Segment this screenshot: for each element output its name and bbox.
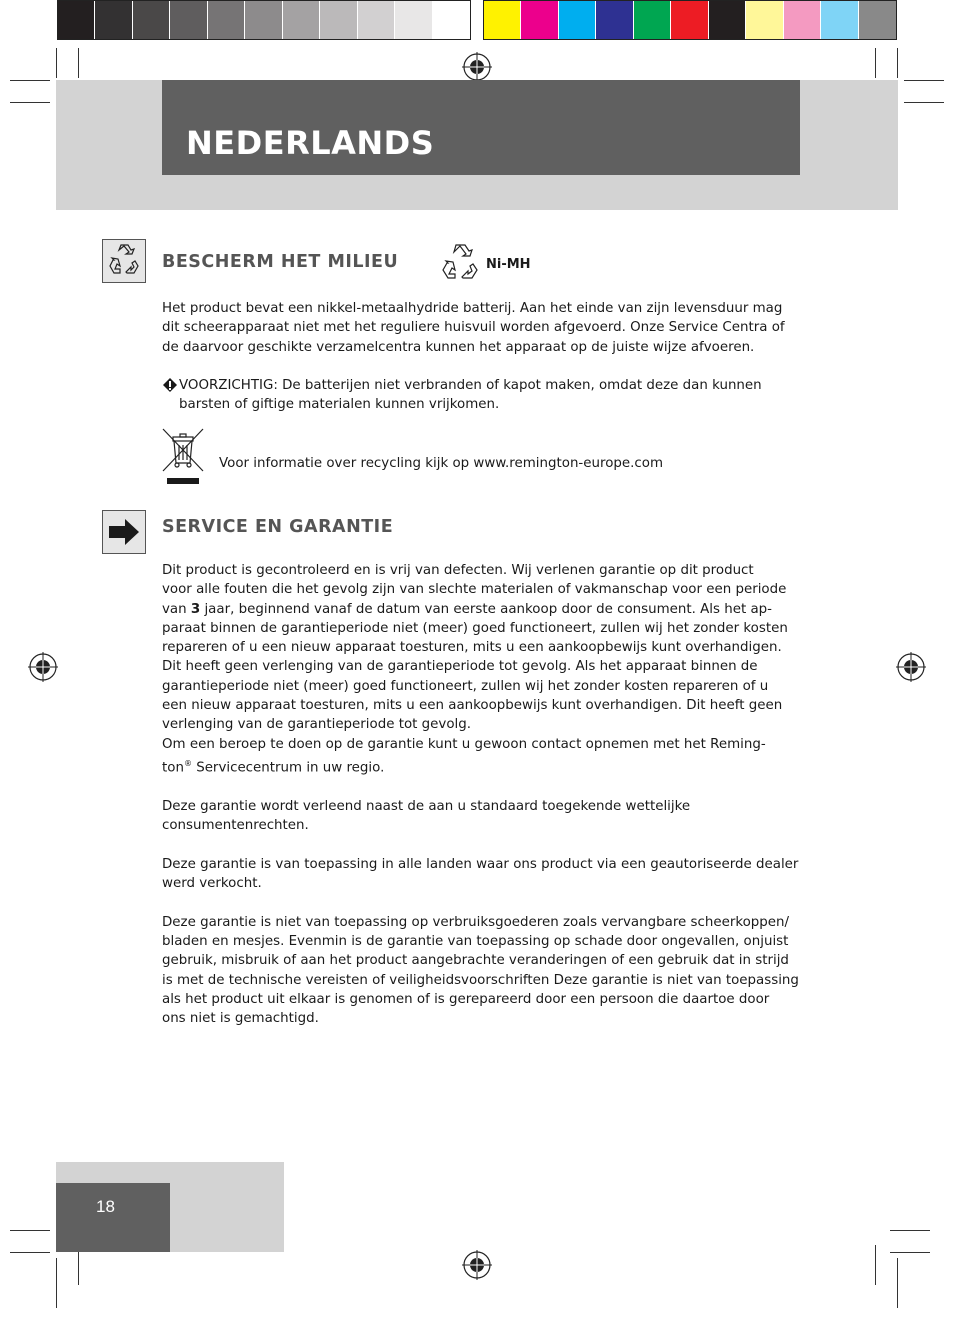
text-line <box>162 754 804 778</box>
text-line: verlenging van de garantieperiode tot gevolg. <box>162 717 471 733</box>
text-fragment: van <box>162 601 191 617</box>
color-swatch <box>746 1 783 39</box>
text-line: garantieperiode niet (meer) goed functioneert, zullen wij het zonder kosten repareren of u <box>162 678 769 694</box>
crop-mark <box>904 80 944 81</box>
color-swatch <box>484 1 521 39</box>
title-box <box>162 80 800 175</box>
color-swatch <box>859 1 896 39</box>
section-heading-environment: BESCHERM HET MILIEU <box>162 252 399 272</box>
text-line: VOORZICHTIG: De batterijen niet verbranden of kapot maken, omdat deze dan kunnen <box>179 378 762 393</box>
crop-mark <box>890 1252 930 1253</box>
crop-mark <box>904 102 944 103</box>
color-swatch <box>95 1 132 39</box>
text-line <box>162 600 804 619</box>
section-heading-warranty: SERVICE EN GARANTIE <box>162 517 394 537</box>
process-color-bar <box>483 0 897 40</box>
text-line: gebruik, misbruik of aan het product aangebrachte veranderingen of een gebruik dat in strijd <box>162 953 789 969</box>
crop-mark <box>56 48 57 78</box>
environment-paragraph <box>162 299 804 357</box>
color-swatch <box>358 1 395 39</box>
warning-icon <box>162 377 178 393</box>
crop-mark <box>10 102 50 103</box>
text-line: consumentenrechten. <box>162 818 309 834</box>
crop-mark <box>78 48 79 78</box>
warranty-years: 3 <box>190 601 201 617</box>
color-swatch <box>521 1 558 39</box>
color-swatch <box>283 1 320 39</box>
color-swatch <box>433 1 470 39</box>
crossed-bin-icon <box>161 427 205 487</box>
crop-mark <box>10 1230 50 1231</box>
warning-text <box>179 376 799 415</box>
section-icon-box <box>102 239 146 283</box>
text-line: Het product bevat een nikkel-metaalhydride batterij. Aan het einde van zijn levensduur mag <box>162 301 783 316</box>
text-line: bladen en mesjes. Evenmin is de garantie van toepassing op schade door ongevallen, onjuist <box>162 934 789 950</box>
text-line: als het product uit elkaar is genomen of is gerepareerd door een persoon die daartoe door <box>162 992 770 1007</box>
registered-mark: ® <box>183 758 192 768</box>
color-swatch <box>133 1 170 39</box>
text-line: een nieuw apparaat toesturen, mits u een aankoopbewijs kunt overhandigen. Dit heeft geen <box>162 698 783 714</box>
color-swatch <box>821 1 858 39</box>
color-swatch <box>245 1 282 39</box>
registration-mark-icon <box>28 652 58 682</box>
text-line: voor alle fouten die het gevolg zijn van slechte materialen of vakmanschap voor een periode <box>162 582 787 598</box>
color-swatch <box>170 1 207 39</box>
crop-mark <box>875 48 876 78</box>
color-swatch <box>596 1 633 39</box>
greyscale-color-bar <box>57 0 471 40</box>
page-title: NEDERLANDS <box>186 124 435 162</box>
text-line: Om een beroep te doen op de garantie kunt u gewoon contact opnemen met het Reming- <box>162 736 766 752</box>
text-line: repareren of u een nieuw apparaat toesturen, mits u een aankoopbewijs kunt overhandigen. <box>162 640 782 656</box>
color-swatch <box>671 1 708 39</box>
section-icon-box <box>102 510 146 554</box>
text-line: Dit product is gecontroleerd en is vrij van defecten. Wij verlenen garantie op dit product <box>162 563 754 578</box>
registration-mark-icon <box>462 52 492 82</box>
text-line: paraat binnen de garantieperiode niet (meer) goed functioneert, zullen wij het zonder kosten <box>162 620 788 636</box>
battery-type-label: Ni-MH <box>486 257 531 272</box>
text-line: is met de technische vereisten of veiligheidsvoorschriften Deze garantie is niet van toepassing <box>162 972 799 988</box>
color-swatch <box>208 1 245 39</box>
color-swatch <box>320 1 357 39</box>
warranty-text <box>162 561 804 1029</box>
text-line: werd verkocht. <box>162 876 262 892</box>
color-swatch <box>395 1 432 39</box>
color-swatch <box>709 1 746 39</box>
crop-mark <box>10 1252 50 1253</box>
crop-mark <box>897 1258 898 1308</box>
text-line: de daarvoor geschikte verzamelcentra kunnen het apparaat op de juiste wijze afvoeren. <box>162 339 755 355</box>
text-fragment: jaar, beginnend vanaf de datum van eerste aankoop door de consument. Als het ap- <box>200 601 773 617</box>
color-swatch <box>634 1 671 39</box>
text-line: dit scheerapparaat niet met het reguliere huisvuil worden afgevoerd. Onze Service Centra of <box>162 320 785 336</box>
crop-mark <box>890 1230 930 1231</box>
crop-mark <box>897 48 898 78</box>
color-swatch <box>559 1 596 39</box>
recycle-icon <box>103 240 145 282</box>
text-fragment: ton <box>162 760 184 776</box>
color-swatch <box>58 1 95 39</box>
text-line: Deze garantie is niet van toepassing op verbruiksgoederen zoals vervangbare scheerkoppen/ <box>162 914 790 930</box>
text-line: ons niet is gemachtigd. <box>162 1011 319 1027</box>
page-number: 18 <box>96 1197 115 1216</box>
crop-mark <box>875 1245 876 1285</box>
crop-mark <box>56 1258 57 1308</box>
text-line: barsten of giftige materialen kunnen vrijkomen. <box>179 397 500 413</box>
recycling-info: Voor informatie over recycling kijk op www.remington-europe.com <box>219 456 663 471</box>
arrow-right-icon <box>103 511 145 553</box>
registration-mark-icon <box>896 652 926 682</box>
text-line: Deze garantie is van toepassing in alle landen waar ons product via een geautoriseerde dealer <box>162 856 799 872</box>
recycle-icon <box>436 240 484 288</box>
registration-mark-icon <box>462 1250 492 1280</box>
crop-mark <box>10 80 50 81</box>
color-swatch <box>784 1 821 39</box>
text-line: Deze garantie wordt verleend naast de aan u standaard toegekende wettelijke <box>162 799 691 815</box>
page-number-box <box>56 1183 170 1252</box>
text-line: Dit heeft geen verlenging van de garantieperiode tot gevolg. Als het apparaat binnen de <box>162 659 758 675</box>
text-fragment: Servicecentrum in uw regio. <box>191 760 385 776</box>
